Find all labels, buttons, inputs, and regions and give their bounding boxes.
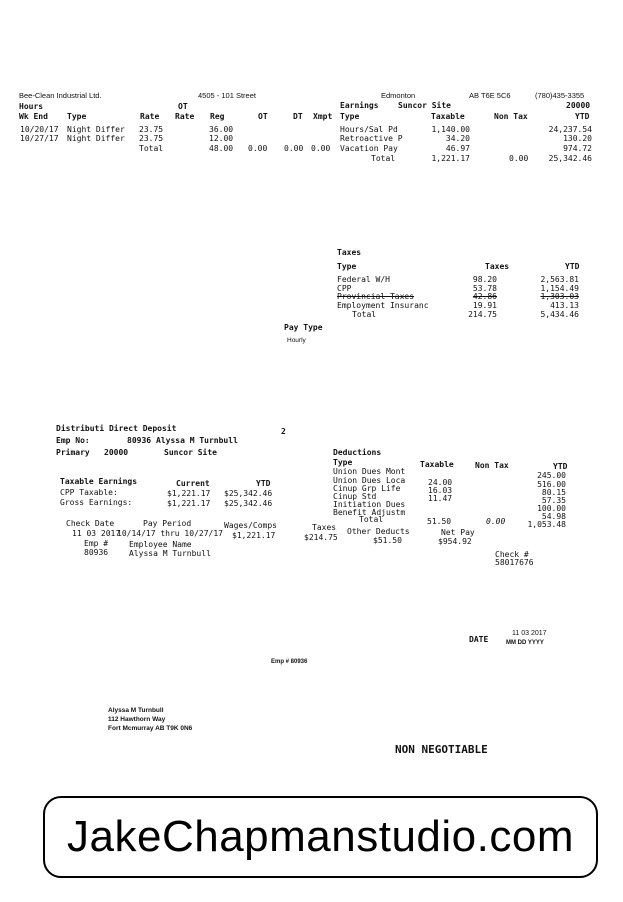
- deductions-col-type: Type: [333, 458, 353, 467]
- wages-value: $1,221.17: [232, 531, 276, 540]
- taxes-ytd: 413.13: [550, 301, 579, 310]
- taxes-amount: 98.20: [472, 275, 497, 284]
- check-number-value: 58017676: [495, 558, 534, 567]
- deductions-title: Deductions: [333, 448, 382, 457]
- taxes-type: Federal W/H: [337, 275, 390, 284]
- taxes-ytd: 1,303.03: [540, 292, 579, 301]
- deduction-type: Union Dues Loca: [333, 476, 406, 485]
- earnings-col-taxable: Taxable: [431, 112, 465, 121]
- earnings-ytd: 24,237.54: [548, 125, 592, 134]
- taxable-earnings-ytd: $25,342.46: [224, 489, 273, 498]
- hours-col-ot-rate: Rate: [175, 112, 195, 121]
- deductions-col-taxable: Taxable: [420, 460, 454, 469]
- deduction-taxable: 16.03: [428, 486, 453, 495]
- taxes-total-ytd: 5,434.46: [540, 310, 579, 319]
- taxes-amount: 53.78: [472, 284, 497, 293]
- earnings-taxable: 46.97: [445, 144, 470, 153]
- check-date-label: Check Date: [66, 519, 115, 528]
- taxable-earnings-current-label: Current: [176, 479, 210, 488]
- taxable-earnings-current: $1,221.17: [167, 499, 211, 508]
- hours-total-ot: 0.00: [248, 144, 268, 153]
- employee-name-value: Alyssa M Turnbull: [129, 549, 211, 558]
- emp-hash-label: Emp #: [84, 539, 109, 548]
- cheque-emp-line: Emp # 80936: [271, 659, 308, 665]
- taxes-col-taxes: Taxes: [485, 262, 510, 271]
- hours-rate: 23.75: [139, 134, 164, 143]
- primary-label: Primary: [56, 448, 90, 457]
- cheque-date-format: MM DD YYYY: [506, 640, 544, 646]
- earnings-total-non-tax: 0.00: [509, 154, 529, 163]
- hours-col-reg: Reg: [210, 112, 225, 121]
- deduction-taxable: 11.47: [428, 494, 453, 503]
- hours-total-reg: 48.00: [209, 144, 234, 153]
- check-date: 11 03 2017: [72, 529, 121, 538]
- cheque-date: 11 03 2017: [512, 630, 547, 637]
- earnings-taxable: 34.20: [445, 134, 470, 143]
- hours-rate: 23.75: [139, 125, 164, 134]
- emp-hash-value: 80936: [84, 548, 109, 557]
- earnings-total-label: Total: [371, 154, 396, 163]
- hours-total-xmpt: 0.00: [311, 144, 331, 153]
- taxes-ytd: 1,154.49: [540, 284, 579, 293]
- deductions-total-label: Total: [359, 515, 384, 524]
- deductions-col-non-tax: Non Tax: [475, 461, 509, 470]
- earnings-site: Suncor Site: [398, 101, 451, 110]
- hours-title: Hours: [19, 102, 44, 111]
- deductions-total-non-tax: 0.00: [486, 517, 506, 526]
- watermark-box: [43, 796, 598, 878]
- taxable-earnings-title: Taxable Earnings: [60, 477, 138, 486]
- taxes-total-label: Total: [352, 310, 377, 319]
- company-phone: (780)435-3355: [535, 91, 585, 100]
- hours-col-xmpt: Xmpt: [313, 112, 333, 121]
- hours-total-dt: 0.00: [284, 144, 304, 153]
- taxes-type: Provincial Taxes: [337, 292, 415, 301]
- taxable-earnings-ytd-label: YTD: [256, 479, 271, 488]
- taxable-earnings-label: CPP Taxable:: [60, 488, 118, 497]
- deduction-ytd: 516.00: [537, 480, 566, 489]
- taxes-type: Employment Insuranc: [337, 301, 429, 310]
- other-deducts-label: Other Deducts: [347, 527, 410, 536]
- wages-label: Wages/Comps: [224, 521, 277, 530]
- deduction-type: Cinup Grp Life: [333, 484, 401, 493]
- deduction-type: Cinup Std: [333, 492, 377, 501]
- hours-type: Night Differ: [67, 134, 125, 143]
- deduction-ytd: 57.35: [541, 496, 566, 505]
- pay-type-label: Pay Type: [284, 323, 323, 332]
- earnings-col-ytd: YTD: [575, 112, 590, 121]
- deduction-type: Benefit Adjustm: [333, 508, 406, 517]
- earnings-taxable: 1,140.00: [431, 125, 470, 134]
- hours-type: Night Differ: [67, 125, 125, 134]
- hours-ot-label: OT: [178, 102, 188, 111]
- deduction-taxable: 24.00: [428, 478, 453, 487]
- payee-name: Alyssa M Turnbull: [108, 707, 164, 714]
- taxes-col-ytd: YTD: [565, 262, 580, 271]
- deduction-type: Initiation Dues: [333, 500, 406, 509]
- deduction-ytd: 54.98: [541, 512, 566, 521]
- taxes-title: Taxes: [337, 248, 362, 257]
- hours-col-rate: Rate: [140, 112, 160, 121]
- deductions-total-taxable: 51.50: [427, 517, 452, 526]
- taxes-amount: 42.86: [472, 292, 497, 301]
- primary-code: 20000: [104, 448, 129, 457]
- hours-col-wk-end: Wk End: [19, 112, 48, 121]
- deduction-type: Union Dues Mont: [333, 467, 406, 476]
- taxes-col-type: Type: [337, 262, 357, 271]
- cheque-date-label: DATE: [469, 635, 489, 644]
- earnings-total-ytd: 25,342.46: [548, 154, 592, 163]
- page-number: 2: [281, 427, 286, 436]
- taxable-earnings-label: Gross Earnings:: [60, 498, 133, 507]
- payee-city: Fort Mcmurray AB T9K 0N6: [108, 725, 193, 732]
- company-name: Bee-Clean Industrial Ltd.: [19, 91, 102, 100]
- taxable-earnings-ytd: $25,342.46: [224, 499, 273, 508]
- taxes-total-amount: 214.75: [468, 310, 497, 319]
- earnings-type: Hours/Sal Pd: [340, 125, 398, 134]
- taxes-type: CPP: [337, 284, 352, 293]
- non-negotiable-stamp: NON NEGOTIABLE: [395, 743, 488, 756]
- company-city: Edmonton: [381, 91, 416, 100]
- emp-no: 80936: [127, 436, 152, 445]
- net-pay-value: $954.92: [438, 537, 472, 546]
- company-street: 4505 - 101 Street: [198, 91, 256, 100]
- pay-period-label: Pay Period: [143, 519, 192, 528]
- deduction-ytd: 80.15: [541, 488, 566, 497]
- other-deducts-value: $51.50: [373, 536, 402, 545]
- earnings-total-taxable: 1,221.17: [431, 154, 470, 163]
- employee-name-label: Employee Name: [129, 540, 192, 549]
- primary-site: Suncor Site: [164, 448, 217, 457]
- earnings-ytd: 130.20: [563, 134, 592, 143]
- emp-name: Alyssa M Turnbull: [156, 436, 238, 445]
- company-province-postal: AB T6E 5C6: [469, 91, 511, 100]
- check-number-label: Check #: [495, 550, 529, 559]
- deductions-col-ytd: YTD: [553, 462, 568, 471]
- distribution-label: Distributi Direct Deposit: [56, 424, 177, 433]
- hours-col-dt: DT: [293, 112, 303, 121]
- earnings-col-non-tax: Non Tax: [494, 112, 528, 121]
- taxes-amount: 19.91: [472, 301, 497, 310]
- stub-taxes-label: Taxes: [312, 523, 337, 532]
- deduction-ytd: 100.00: [537, 504, 566, 513]
- hours-reg: 12.00: [209, 134, 234, 143]
- earnings-type: Retroactive P: [340, 134, 403, 143]
- pay-type-value: Hourly: [287, 337, 306, 344]
- deduction-ytd: 245.00: [537, 471, 566, 480]
- hours-col-type: Type: [67, 112, 87, 121]
- stub-taxes-value: $214.75: [304, 533, 338, 542]
- taxable-earnings-current: $1,221.17: [167, 489, 211, 498]
- deductions-total-ytd: 1,053.48: [527, 520, 566, 529]
- hours-wk-end: 10/27/17: [20, 134, 59, 143]
- emp-no-label: Emp No:: [56, 436, 90, 445]
- earnings-ytd: 974.72: [563, 144, 592, 153]
- hours-reg: 36.00: [209, 125, 234, 134]
- net-pay-label: Net Pay: [441, 528, 475, 537]
- earnings-type: Vacation Pay: [340, 144, 398, 153]
- taxes-ytd: 2,563.81: [540, 275, 579, 284]
- earnings-col-type: Type: [340, 112, 360, 121]
- earnings-title: Earnings: [340, 101, 379, 110]
- hours-total-label: Total: [139, 144, 164, 153]
- pay-period: 10/14/17 thru 10/27/17: [117, 529, 223, 538]
- earnings-code: 20000: [566, 101, 591, 110]
- hours-wk-end: 10/20/17: [20, 125, 59, 134]
- payee-street: 112 Hawthorn Way: [108, 716, 166, 723]
- watermark-text: JakeChapmanstudio.com: [67, 812, 574, 861]
- hours-col-ot: OT: [258, 112, 268, 121]
